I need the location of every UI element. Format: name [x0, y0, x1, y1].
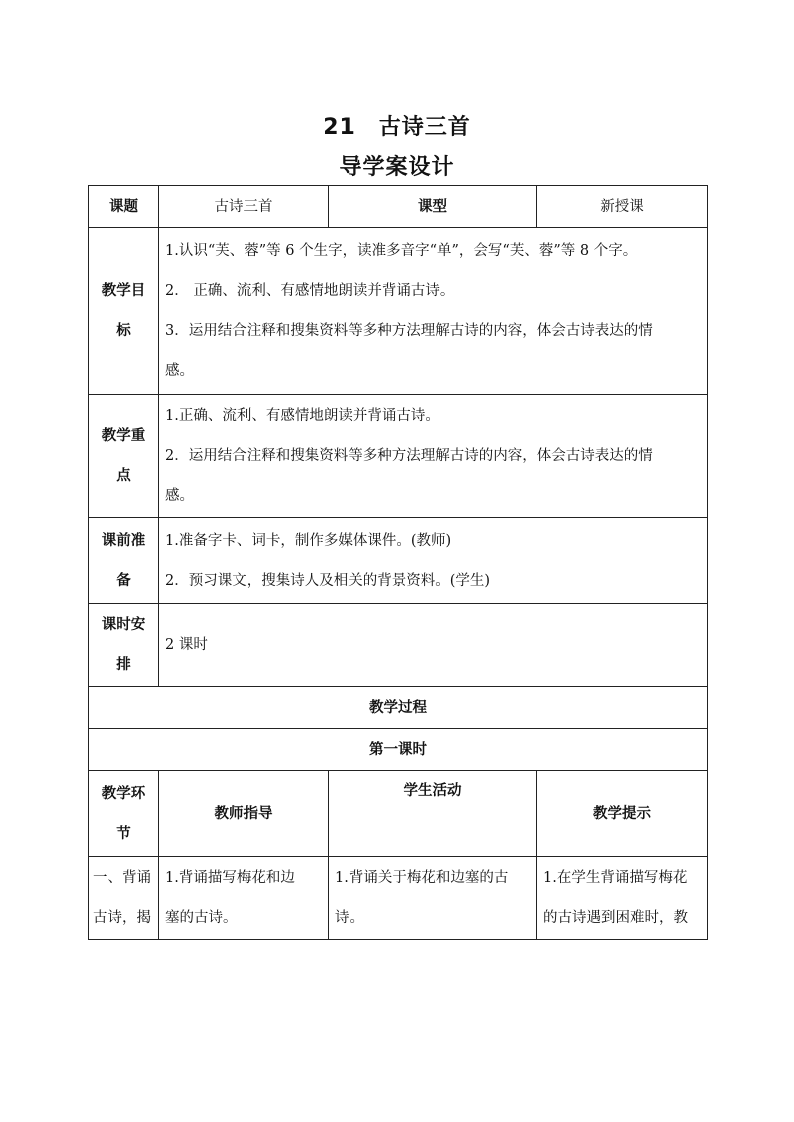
goal-item: 1.认识“芙、蓉”等 6 个生字，读准多音字“单”，会写“芙、蓉”等 8 个字。 — [165, 243, 638, 259]
schedule-value: 2 课时 — [159, 604, 708, 687]
type-label: 课型 — [329, 186, 537, 228]
goals-label-line1: 教学目 — [101, 283, 146, 299]
type-value: 新授课 — [537, 186, 708, 228]
table-row — [89, 186, 708, 228]
lesson-plan-table — [88, 185, 708, 940]
column-step — [89, 771, 159, 857]
schedule-label — [89, 604, 159, 687]
prep-content — [159, 518, 708, 604]
prep-label-line2: 备 — [116, 572, 131, 589]
table-row — [89, 518, 708, 604]
focus-label-line2: 点 — [116, 468, 131, 484]
table-row — [89, 729, 708, 771]
column-step-line2: 节 — [116, 825, 131, 842]
column-step-line1: 教学环 — [101, 785, 146, 802]
prep-item: 1.准备字卡、词卡，制作多媒体课件。(教师) — [165, 532, 452, 549]
step1-step-line1: 一、背诵 — [93, 870, 151, 886]
goals-content — [159, 228, 708, 395]
focus-label — [89, 395, 159, 518]
step1-teacher-line2: 塞的古诗。 — [165, 910, 238, 926]
step1-student — [329, 857, 537, 940]
goal-item: 3．运用结合注释和搜集资料等多种方法理解古诗的内容，体会古诗表达的情 — [165, 323, 653, 339]
focus-item: 感。 — [165, 488, 194, 504]
table-row — [89, 771, 708, 857]
step1-teacher — [159, 857, 329, 940]
step1-tips-line1: 1.在学生背诵描写梅花 — [543, 870, 688, 886]
column-teacher: 教师指导 — [159, 771, 329, 857]
lesson-header: 第一课时 — [89, 729, 708, 771]
table-row — [89, 228, 708, 395]
document-subtitle: 导学案设计 — [339, 155, 455, 180]
table-row — [89, 395, 708, 518]
prep-label — [89, 518, 159, 604]
focus-item: 2．运用结合注释和搜集资料等多种方法理解古诗的内容，体会古诗表达的情 — [165, 448, 653, 464]
step1-student-line2: 诗。 — [335, 910, 364, 926]
table-row — [89, 687, 708, 729]
focus-content — [159, 395, 708, 518]
step1-tips — [537, 857, 708, 940]
step1-teacher-line1: 1.背诵描写梅花和边 — [165, 870, 295, 886]
schedule-label-line2: 排 — [116, 657, 131, 673]
focus-item: 1.正确、流利、有感情地朗读并背诵古诗。 — [165, 408, 440, 424]
topic-label: 课题 — [89, 186, 159, 228]
topic-value: 古诗三首 — [159, 186, 329, 228]
process-header: 教学过程 — [89, 687, 708, 729]
step1-student-line1: 1.背诵关于梅花和边塞的古 — [335, 870, 509, 886]
prep-label-line1: 课前准 — [101, 532, 146, 549]
schedule-label-line1: 课时安 — [101, 617, 146, 633]
prep-item: 2．预习课文，搜集诗人及相关的背景资料。(学生) — [165, 572, 491, 589]
goal-item: 感。 — [165, 363, 194, 379]
goals-label-line2: 标 — [116, 323, 131, 339]
column-student: 学生活动 — [329, 771, 537, 857]
step1-tips-line2: 的古诗遇到困难时，教 — [543, 910, 688, 926]
column-tips: 教学提示 — [537, 771, 708, 857]
table-row — [89, 857, 708, 940]
step1-step-line2: 古诗，揭 — [93, 910, 151, 926]
step1-step — [89, 857, 159, 940]
focus-label-line1: 教学重 — [101, 428, 146, 444]
document-title: 21 古诗三首 — [323, 115, 471, 140]
goals-label — [89, 228, 159, 395]
table-row — [89, 604, 708, 687]
goal-item: 2． 正确、流利、有感情地朗读并背诵古诗。 — [165, 283, 455, 299]
